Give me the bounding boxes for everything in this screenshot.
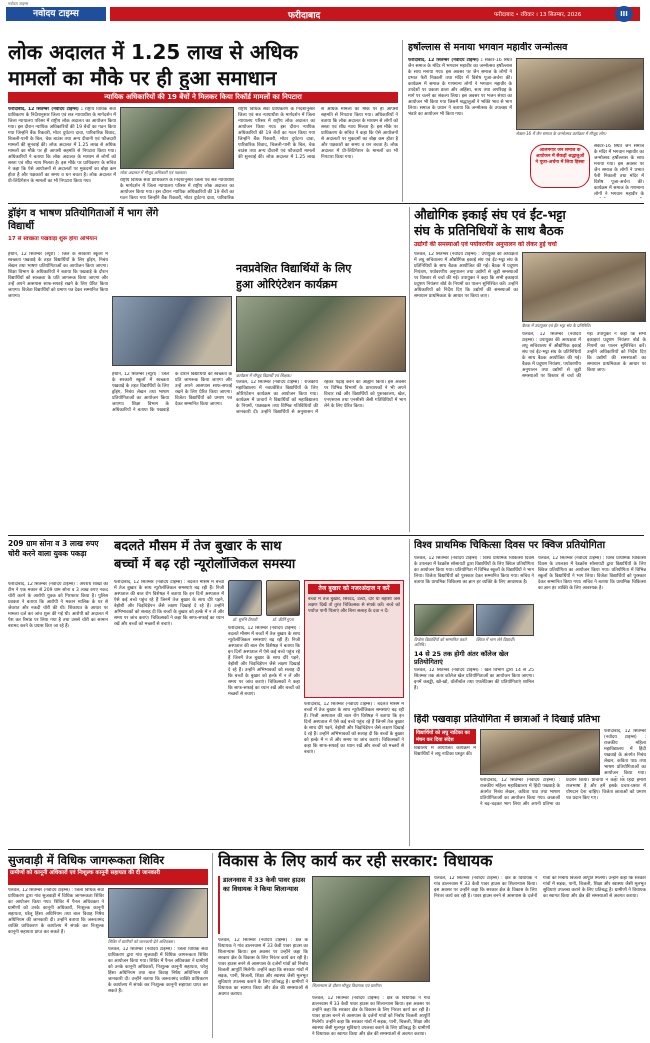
mahavir-body-left xyxy=(408,58,512,198)
hindi-body: फरीदाबाद, 12 सितम्बर (नवोदय टाइम्स) : राजकीय महिला महाविद्यालय में हिंदी पखवाड़े के अंतर्गत निबंध लेखन, कविता पाठ तथा भाषण प्रतियोगिताओं का आयोजन किया गया। छात्राओं ने बढ़-चढ़कर भाग लिया और अपनी प्रतिभा का प्रदर्शन किया। प्राचार्या ने कहा कि हिंदी हमारी राजभाषा है और हमें इसके प्रचार-प्रसार में योगदान देना चाहिए। विजेता छात्राओं को प्रमाण पत्र प्रदान किए गए। xyxy=(480,778,646,807)
fever-body-right xyxy=(304,702,404,846)
section-rule xyxy=(8,535,644,536)
cricket-body: पलवल, 12 सितम्बर (नवोदय टाइम्स) : खेल विभाग द्वारा 14 से 25 सितम्बर तक अंतर कॉलेज खेल प्रतियोगिताओं का आयोजन किया जाएगा। इनमें कबड्डी, खो-खो, वॉलीबॉल तथा एथलेटिक्स की प्रतियोगिताएं शामिल हैं। xyxy=(414,668,534,691)
section-rule xyxy=(8,849,644,850)
cricket-headline: 14 से 25 तक होगी अंतर कॉलेज खेल प्रतियोगिताएं xyxy=(414,650,509,666)
vidhayak-side-box xyxy=(218,876,308,936)
sujwadi-photo-caption: शिविर में ग्रामीणों को जानकारी देते अधिवक्ता। xyxy=(108,939,175,944)
mahavir-body: सेक्टर-16 स्थित जैन समाज के मंदिर में भगवान महावीर का जन्मोत्सव हर्षोल्लास के साथ मनाया गया। इस अवसर पर जैन समाज के लोगों ने प्रभात फेरी निकाली तथा मंदिर में विशेष पूजा-अर्चना की। कार्यक्रम में समाज के गणमान्य लोगों ने भगवान महावीर के उपदेशों पर प्रकाश डाला और अहिंसा, सत्य तथा अपरिग्रह के मार्ग पर चलने का संकल्प लिया। इस अवसर पर भजन संध्या का आयोजन भी किया गया जिसमें श्रद्धालुओं ने भक्ति भाव से भाग लिया। समाज के प्रधान ने बताया कि जन्मोत्सव के उपलक्ष्य में भंडारे का आयोजन भी किया गया। xyxy=(408,58,512,117)
industry-body-right-text: पलवल, 12 सितम्बर (नवोदय टाइम्स) : उपायुक्त की अध्यक्षता में लघु सचिवालय में औद्योगिक इकाई संघ एवं ईंट-भट्टा संघ के प्रतिनिधियों के साथ बैठक आयोजित की गई। बैठक में प्रदूषण नियंत्रण, पर्यावरणीय अनुपालन तथा उद्योगों से जुड़ी समस्याओं पर विस्तार से चर्चा की गई। उपायुक्त ने कहा कि सभी इकाइयां प्रदूषण नियंत्रण बोर्ड के नियमों का पालन सुनिश्चित करें। उन्होंने अधिकारियों को निर्देश दिए कि उद्योगों की समस्याओं का समाधान प्राथमिकता के आधार पर किया जाए। xyxy=(522,332,646,379)
hindi-headline: हिंदी पखवाड़ा प्रतियोगिता में छात्राओं ने दिखाई प्रतिभा xyxy=(414,714,600,725)
fever-doctor-1-photo xyxy=(228,580,262,616)
hindi-body-right xyxy=(604,729,646,777)
drawing-body-right-text: हथीन, 12 सितम्बर (ब्यूरो) : जिले के सरकारी स्कूलों में स्वच्छता पखवाड़े के तहत विद्यार्थियों के लिए ड्रॉइंग, निबंध लेखन तथा भाषण प्रतियोगिताओं का आयोजन किया जाएगा। शिक्षा विभाग के अधिकारियों ने बताया कि पखवाड़े के दौरान विद्यार्थियों को स्वच्छता के प्रति जागरूक किया जाएगा और उन्हें अपने आसपास साफ-सफाई रखने के लिए प्रेरित किया जाएगा। विजेता विद्यार्थियों को प्रमाण पत्र देकर सम्मानित किया जाएगा। xyxy=(112,372,232,413)
industry-headline-1: औद्योगिक इकाई संघ एवं ईंट-भट्टा xyxy=(414,207,566,222)
sujwadi-body-right-text: पलवल, 12 सितम्बर (नवोदय टाइम्स) : जिला विधिक सेवा प्राधिकरण द्वारा गांव सुजवाड़ी में विधिक जागरूकता शिविर का आयोजन किया गया। शिविर में पैनल अधिवक्ता ने ग्रामीणों को उनके कानूनी अधिकारों, निःशुल्क कानूनी सहायता, घरेलू हिंसा अधिनियम तथा बाल विवाह निषेध अधिनियम की जानकारी दी। उन्होंने बताया कि जरूरतमंद व्यक्ति प्राधिकरण के कार्यालय में संपर्क कर निःशुल्क कानूनी सहायता प्राप्त कर सकते हैं। xyxy=(108,947,208,994)
hindi-side-headline: विद्यार्थियों को लघु नाटिका का मंचन कर दिया संदेश xyxy=(414,729,476,744)
column-divider xyxy=(402,40,403,202)
page-number: III xyxy=(615,6,633,22)
lead-body-right xyxy=(238,107,398,200)
lead-photo xyxy=(120,107,234,169)
quiz-photo-1-caption: विजेता विद्यार्थियों को सम्मानित करते अतिथि। xyxy=(414,637,467,647)
vidhayak-body-left: पलवल, 12 सितम्बर (नवोदय टाइम्स) : क्षेत्र के विधायक ने गांव डालनवास में 33 केवी पावर हाउस का शिलान्यास किया। इस अवसर पर उन्होंने कहा कि सरकार क्षेत्र के विकास के लिए निरंतर कार्य कर रही है। पावर हाउस बनने से आसपास के दर्जनों गांवों को निर्बाध बिजली आपूर्ति मिलेगी। उन्होंने कहा कि सरकार गांवों में सड़क, पानी, बिजली, शिक्षा और स्वास्थ्य जैसी मूलभूत सुविधाएं उपलब्ध कराने के लिए प्रतिबद्ध है। ग्रामीणों ने विधायक का स्वागत किया और क्षेत्र की समस्याओं से अवगत कराया। xyxy=(218,938,308,997)
lead-body-mid xyxy=(120,178,234,200)
brand-name: नवोदय टाइम्स xyxy=(33,9,79,19)
quiz-photo-2 xyxy=(476,604,534,636)
industry-body-right xyxy=(522,332,646,532)
sujwadi-headline: सुजवाड़ी में विधिक जागरूकता शिविर xyxy=(8,853,165,867)
drawing-headline: ड्रॉइंग व भाषण प्रतियोगिताओं में भाग लेंगे विद्यार्थी xyxy=(8,208,159,232)
fever-headline-2: बच्चों में बढ़ रही न्यूरोलॉजिकल समस्या xyxy=(114,557,296,572)
mahavir-dateline: फरीदाबाद, 12 सितम्बर (नवोदय टाइम्स) : xyxy=(408,58,483,63)
industry-body-left: पलवल, 12 सितम्बर (नवोदय टाइम्स) : उपायुक्त की अध्यक्षता में लघु सचिवालय में औद्योगिक इकाई संघ एवं ईंट-भट्टा संघ के प्रतिनिधियों के साथ बैठक आयोजित की गई। बैठक में प्रदूषण नियंत्रण, पर्यावरणीय अनुपालन तथा उद्योगों से जुड़ी समस्याओं पर विस्तार से चर्चा की गई। उपायुक्त ने कहा कि सभी इकाइयां प्रदूषण नियंत्रण बोर्ड के नियमों का पालन सुनिश्चित करें। उन्होंने अधिकारियों को निर्देश दिए कि उद्योगों की समस्याओं का समाधान प्राथमिकता के आधार पर किया जाए। xyxy=(414,252,518,299)
lead-body: राष्ट्रीय विधिक सेवा प्राधिकरण के निर्देशानुसार जिला एवं सत्र न्यायाधीश के मार्गदर्शन में जिला न्यायालय परिसर में राष्ट्रीय लोक अदालत का आयोजन किया गया। इस दौरान न्यायिक अधिकारियों की 19 बेंचों का गठन किया गया जिन्होंने बैंक रिकवरी, मोटर दुर्घटना दावा, पारिवारिक विवाद, बिजली-पानी के बिल, चेक बाउंस तथा अन्य दीवानी एवं फौजदारी मामलों की सुनवाई की। लोक अदालत में 1.25 लाख से अधिक मामलों का मौके पर ही आपसी सहमति से निपटारा किया गया। अधिकारियों ने बताया कि लोक अदालत के माध्यम से लोगों को सस्ता एवं शीघ्र न्याय मिलता है। इस मौके पर प्राधिकरण के सचिव ने कहा कि ऐसे आयोजनों से अदालतों पर मुकदमों का बोझ कम होता है और पक्षकारों का समय व धन बचता है। लोक अदालत में प्री-लिटिगेशन के मामलों का भी निपटारा किया गया। xyxy=(8,107,116,184)
lead-body-right-text: राष्ट्रीय विधिक सेवा प्राधिकरण के निर्देशानुसार जिला एवं सत्र न्यायाधीश के मार्गदर्शन में जिला न्यायालय परिसर में राष्ट्रीय लोक अदालत का आयोजन किया गया। इस दौरान न्यायिक अधिकारियों की 19 बेंचों का गठन किया गया जिन्होंने बैंक रिकवरी, मोटर दुर्घटना दावा, पारिवारिक विवाद, बिजली-पानी के बिल, चेक बाउंस तथा अन्य दीवानी एवं फौजदारी मामलों की सुनवाई की। लोक अदालत में 1.25 लाख से अधिक मामलों का मौके पर ही आपसी सहमति से निपटारा किया गया। अधिकारियों ने बताया कि लोक अदालत के माध्यम से लोगों को सस्ता एवं शीघ्र न्याय मिलता है। इस मौके पर प्राधिकरण के सचिव ने कहा कि ऐसे आयोजनों से अदालतों पर मुकदमों का बोझ कम होता है और पक्षकारों का समय व धन बचता है। लोक अदालत में प्री-लिटिगेशन के मामलों का भी निपटारा किया गया। xyxy=(238,107,398,160)
column-divider xyxy=(409,539,410,846)
mahavir-callout xyxy=(530,144,590,188)
vidhayak-photo-caption: शिलान्यास के दौरान मौजूद विधायक एवं ग्रामीण। xyxy=(312,983,382,988)
fever-body-left: फरीदाबाद, 12 सितम्बर (नवोदय टाइम्स) : बदलते मौसम में बच्चों में तेज बुखार के साथ न्यूरोलॉजिकल समस्याएं बढ़ रही हैं। निजी अस्पताल की बाल रोग विशेषज्ञ ने बताया कि इन दिनों अस्पताल में ऐसे कई बच्चे पहुंच रहे हैं जिनमें तेज बुखार के साथ दौरे पड़ने, बेहोशी और चिड़चिड़ेपन जैसे लक्षण दिखाई दे रहे हैं। उन्होंने अभिभावकों को सलाह दी कि बच्चों के बुखार को हल्के में न लें और समय पर जांच कराएं। चिकित्सकों ने कहा कि साफ-सफाई का ध्यान रखें और बच्चों को मच्छरों से बचाएं। xyxy=(114,580,224,627)
hindi-body-right-text: फरीदाबाद, 12 सितम्बर (नवोदय टाइम्स) : राजकीय महिला महाविद्यालय में हिंदी पखवाड़े के अंतर्गत निबंध लेखन, कविता पाठ तथा भाषण प्रतियोगिताओं का आयोजन किया गया। xyxy=(604,729,646,776)
vidhayak-side-headline: डालनवास में 33 केवी पावर हाउस का विधायक ने किया शिलान्यास xyxy=(218,876,308,934)
vidhayak-body-mid-text: पलवल, 12 सितम्बर (नवोदय टाइम्स) : क्षेत्र के विधायक ने गांव डालनवास में 33 केवी पावर हाउस का शिलान्यास किया। इस अवसर पर उन्होंने कहा कि सरकार क्षेत्र के विकास के लिए निरंतर कार्य कर रही है। पावर हाउस बनने से आसपास के दर्जनों गांवों को निर्बाध बिजली आपूर्ति मिलेगी। उन्होंने कहा कि सरकार गांवों में सड़क, पानी, बिजली, शिक्षा और स्वास्थ्य जैसी मूलभूत सुविधाएं उपलब्ध कराने के लिए प्रतिबद्ध है। ग्रामीणों ने विधायक का स्वागत किया और क्षेत्र की समस्याओं से अवगत कराया। xyxy=(312,996,430,1037)
gold-body: फरीदाबाद, 12 सितम्बर (नवोदय टाइम्स) : अपराध शाखा की टीम ने एक मकान से 209 ग्राम सोना व 3 लाख रुपए नकद चोरी करने के आरोपी युवक को गिरफ्तार किया है। पुलिस प्रवक्ता ने बताया कि आरोपी ने मकान मालिक के घर से जेवरात और नकदी चोरी की थी। शिकायत के आधार पर मामला दर्ज कर जांच शुरू की गई थी। आरोपी को अदालत में पेश कर रिमांड पर लिया गया है तथा उससे चोरी का सामान बरामद करने के प्रयास किए जा रहे हैं। xyxy=(8,582,108,629)
fever-body-mid xyxy=(228,626,300,846)
vidhayak-body-right-text: पलवल, 12 सितम्बर (नवोदय टाइम्स) : क्षेत्र के विधायक ने गांव डालनवास में 33 केवी पावर हाउस का शिलान्यास किया। इस अवसर पर उन्होंने कहा कि सरकार क्षेत्र के विकास के लिए निरंतर कार्य कर रही है। पावर हाउस बनने से आसपास के दर्जनों गांवों को निर्बाध बिजली आपूर्ति मिलेगी। उन्होंने कहा कि सरकार गांवों में सड़क, पानी, बिजली, शिक्षा और स्वास्थ्य जैसी मूलभूत सुविधाएं उपलब्ध कराने के लिए प्रतिबद्ध है। ग्रामीणों ने विधायक का स्वागत किया और क्षेत्र की समस्याओं से अवगत कराया। xyxy=(434,876,646,899)
mahavir-photo-caption: सेक्टर-16 में जैन समाज के जन्मोत्सव कार्यक्रम में मौजूद लोग। xyxy=(516,131,607,136)
mahavir-body-right xyxy=(594,144,644,198)
fever-doctor-2-photo xyxy=(266,580,300,616)
hindi-side-body: विद्यालय में आयोजित कार्यक्रम में विद्यार्थियों ने लघु नाटिका प्रस्तुत की। xyxy=(414,746,476,757)
quiz-photo-2-caption: क्विज में भाग लेते विद्यार्थी। xyxy=(476,637,515,642)
masthead-date: फरीदाबाद • रविवार । 13 सितम्बर, 2026 xyxy=(494,12,582,18)
quiz-body-right xyxy=(538,556,646,636)
sujwadi-subhead: ग्रामीणों को कानूनी अधिकारों एवं निःशुल्क कानूनी सहायता की दी जानकारी xyxy=(8,869,208,885)
lead-photo-caption: लोक अदालत में मौजूद अधिकारी एवं पक्षकार। xyxy=(120,170,187,175)
industry-photo-caption: बैठक में उपायुक्त एवं ईंट-भट्टा संघ के प्रतिनिधि। xyxy=(522,323,591,328)
drawing-body: हथीन, 12 सितम्बर (ब्यूरो) : जिले के सरकारी स्कूलों में स्वच्छता पखवाड़े के तहत विद्यार्थियों के लिए ड्रॉइंग, निबंध लेखन तथा भाषण प्रतियोगिताओं का आयोजन किया जाएगा। शिक्षा विभाग के अधिकारियों ने बताया कि पखवाड़े के दौरान विद्यार्थियों को स्वच्छता के प्रति जागरूक किया जाएगा और उन्हें अपने आसपास साफ-सफाई रखने के लिए प्रेरित किया जाएगा। विजेता विद्यार्थियों को प्रमाण पत्र देकर सम्मानित किया जाएगा। xyxy=(8,252,108,299)
section-rule xyxy=(8,203,644,204)
quiz-photo-1 xyxy=(414,604,474,636)
fever-body-right-text: फरीदाबाद, 12 सितम्बर (नवोदय टाइम्स) : बदलते मौसम में बच्चों में तेज बुखार के साथ न्यूरोलॉजिकल समस्याएं बढ़ रही हैं। निजी अस्पताल की बाल रोग विशेषज्ञ ने बताया कि इन दिनों अस्पताल में ऐसे कई बच्चे पहुंच रहे हैं जिनमें तेज बुखार के साथ दौरे पड़ने, बेहोशी और चिड़चिड़ेपन जैसे लक्षण दिखाई दे रहे हैं। उन्होंने अभिभावकों को सलाह दी कि बच्चों के बुखार को हल्के में न लें और समय पर जांच कराएं। चिकित्सकों ने कहा कि साफ-सफाई का ध्यान रखें और बच्चों को मच्छरों से बचाएं। xyxy=(304,702,404,755)
quiz-body-right-text: पलवल, 12 सितम्बर (नवोदय टाइम्स) : विश्व प्राथमिक चिकित्सा दिवस के उपलक्ष्य में रेडक्रॉस सोसायटी द्वारा विद्यार्थियों के लिए क्विज प्रतियोगिता का आयोजन किया गया। प्रतियोगिता में विभिन्न स्कूलों के विद्यार्थियों ने भाग लिया। विजेता विद्यार्थियों को पुरस्कार देकर सम्मानित किया गया। सचिव ने बताया कि प्राथमिक चिकित्सा का ज्ञान हर व्यक्ति के लिए आवश्यक है। xyxy=(538,556,646,591)
sujwadi-body-right xyxy=(108,947,208,1038)
column-divider xyxy=(212,853,213,1038)
lead-body-continued: राष्ट्रीय विधिक सेवा प्राधिकरण के निर्देशानुसार जिला एवं सत्र न्यायाधीश के मार्गदर्शन में जिला न्यायालय परिसर में राष्ट्रीय लोक अदालत का आयोजन किया गया। इस दौरान न्यायिक अधिकारियों की 19 बेंचों का गठन किया गया जिन्होंने बैंक रिकवरी, मोटर दुर्घटना दावा, पारिवारिक xyxy=(120,178,234,200)
masthead-brand xyxy=(6,7,106,21)
fever-box-title: तेज बुखार को नजरअंदाज न करें xyxy=(308,584,400,594)
drawing-photo xyxy=(112,296,232,366)
masthead xyxy=(0,0,650,38)
lead-subhead: न्यायिक अधिकारियों की 19 बेंचों ने मिलकर किया रिकॉर्ड मामलों का निपटारा xyxy=(8,92,398,103)
fever-body-mid-text: फरीदाबाद, 12 सितम्बर (नवोदय टाइम्स) : बदलते मौसम में बच्चों में तेज बुखार के साथ न्यूरोलॉजिकल समस्याएं बढ़ रही हैं। निजी अस्पताल की बाल रोग विशेषज्ञ ने बताया कि इन दिनों अस्पताल में ऐसे कई बच्चे पहुंच रहे हैं जिनमें तेज बुखार के साथ दौरे पड़ने, बेहोशी और चिड़चिड़ेपन जैसे लक्षण दिखाई दे रहे हैं। उन्होंने अभिभावकों को सलाह दी कि बच्चों के बुखार को हल्के में न लें और समय पर जांच कराएं। चिकित्सकों ने कहा कि साफ-सफाई का ध्यान रखें और बच्चों को मच्छरों से बचाएं। xyxy=(228,626,300,697)
masthead-city-bar xyxy=(110,7,640,21)
orientation-headline-1: नवप्रवेशित विद्यार्थियों के लिए xyxy=(236,262,352,275)
fever-doctor-1-name: डॉ. सुरभि तिवारी xyxy=(232,617,258,622)
lead-headline-1: लोक अदालत में 1.25 लाख से अधिक xyxy=(8,40,298,64)
lead-headline-2: मामलों का मौके पर ही हुआ समाधान xyxy=(8,66,277,90)
masthead-city: फरीदाबाद xyxy=(288,11,321,21)
mahavir-headline: हर्षोल्लास से मनाया भगवान महावीर जन्मोत्सव xyxy=(408,42,568,53)
mahavir-callout-text: आलमगीर जैन समाज के आयोजन में सैकड़ों श्रद्धालुओं ने पूजा-अर्चना में लिया हिस्सा xyxy=(535,148,585,165)
sujwadi-photo xyxy=(108,888,208,938)
mahavir-body-right-text: सेक्टर-16 स्थित जैन समाज के मंदिर में भगवान महावीर का जन्मोत्सव हर्षोल्लास के साथ मनाया गया। इस अवसर पर जैन समाज के लोगों ने प्रभात फेरी निकाली तथा मंदिर में विशेष पूजा-अर्चना की। कार्यक्रम में समाज के गणमान्य लोगों ने भगवान महावीर के xyxy=(594,144,644,197)
industry-photo xyxy=(522,252,646,322)
orientation-photo xyxy=(236,296,406,372)
fever-info-box xyxy=(304,580,404,698)
quiz-headline: विश्व प्राथमिक चिकित्सा दिवस पर क्विज प्रतियोगिता xyxy=(414,540,606,551)
industry-headline-2: संघ के प्रतिनिधियों के साथ बैठक xyxy=(414,223,564,238)
column-divider xyxy=(409,207,410,532)
quiz-body-left: पलवल, 12 सितम्बर (नवोदय टाइम्स) : विश्व प्राथमिक चिकित्सा दिवस के उपलक्ष्य में रेडक्रॉस सोसायटी द्वारा विद्यार्थियों के लिए क्विज प्रतियोगिता का आयोजन किया गया। प्रतियोगिता में विभिन्न स्कूलों के विद्यार्थियों ने भाग लिया। विजेता विद्यार्थियों को पुरस्कार देकर सम्मानित किया गया। सचिव ने बताया कि प्राथमिक चिकित्सा का ज्ञान हर व्यक्ति के लिए आवश्यक है। xyxy=(414,556,534,585)
mahavir-photo xyxy=(516,58,644,130)
vidhayak-headline: विकास के लिए कार्य कर रही सरकार: विधायक xyxy=(218,851,493,870)
orientation-headline-2: हुआ ओरिएंटेशन कार्यक्रम xyxy=(236,278,338,291)
gold-headline: 209 ग्राम सोना व 3 लाख रुपए चोरी करने वाला युवक पकड़ा xyxy=(8,539,99,558)
fever-box-body: बच्चों में तेज बुखार, सिरदर्द, उल्टी, दौरे या बेहोशी जैसे लक्षण दिखें तो तुरंत चिकित्सक से संपर्क करें। बच्चे को पर्याप्त पानी पिलाएं और बिना सलाह के दवा न दें। xyxy=(308,597,400,614)
sujwadi-body-left: पलवल, 12 सितम्बर (नवोदय टाइम्स) : जिला विधिक सेवा प्राधिकरण द्वारा गांव सुजवाड़ी में विधिक जागरूकता शिविर का आयोजन किया गया। शिविर में पैनल अधिवक्ता ने ग्रामीणों को उनके कानूनी अधिकारों, निःशुल्क कानूनी सहायता, घरेलू हिंसा अधिनियम तथा बाल विवाह निषेध अधिनियम की जानकारी दी। उन्होंने बताया कि जरूरतमंद व्यक्ति प्राधिकरण के कार्यालय में संपर्क कर निःशुल्क कानूनी सहायता प्राप्त कर सकते हैं। xyxy=(8,888,104,935)
masthead-topline: नवोदय टाइम्स xyxy=(8,1,29,6)
lead-body-left xyxy=(8,107,116,199)
lead-dateline: फरीदाबाद, 12 सितम्बर (नवोदय टाइम्स) : xyxy=(8,107,83,112)
vidhayak-photo xyxy=(312,876,430,982)
vidhayak-body-mid xyxy=(312,996,430,1038)
vidhayak-body-right xyxy=(434,876,646,1038)
hindi-side-box xyxy=(414,729,476,846)
orientation-photo-caption: कार्यक्रम में मौजूद विद्यार्थी एवं शिक्षक। xyxy=(236,373,292,378)
fever-doctor-2-name: डॉ. कीर्ति गुप्ता xyxy=(272,617,294,622)
fever-headline-1: बदलते मौसम में तेज बुखार के साथ xyxy=(114,539,282,554)
drawing-subhead: 17 से स्वच्छता पखवाड़ा शुरू होगा अभियान xyxy=(8,236,98,242)
orientation-body: पलवल, 12 सितम्बर (नवोदय टाइम्स) : राजकीय महाविद्यालय में नवप्रवेशित विद्यार्थियों के लिए ओरिएंटेशन कार्यक्रम का आयोजन किया गया। कार्यक्रम में प्राचार्य ने विद्यार्थियों को महाविद्यालय के नियमों, पाठ्यक्रम तथा विभिन्न गतिविधियों की जानकारी दी। उन्होंने विद्यार्थियों से अनुशासन में रहकर पढ़ाई करने का आह्वान किया। इस अवसर पर विभिन्न विभागों के प्राध्यापकों ने भी अपने विचार रखे और विद्यार्थियों को पुस्तकालय, खेल, एनएसएस तथा एनसीसी जैसी गतिविधियों में भाग लेने के लिए प्रेरित किया। xyxy=(236,380,406,415)
hindi-photo xyxy=(480,729,600,775)
industry-subhead: उद्योगों की समस्याओं एवं पर्यावरणीय अनुपालन को लेकर हुई चर्चा xyxy=(414,241,557,248)
drawing-body-right xyxy=(112,372,232,532)
